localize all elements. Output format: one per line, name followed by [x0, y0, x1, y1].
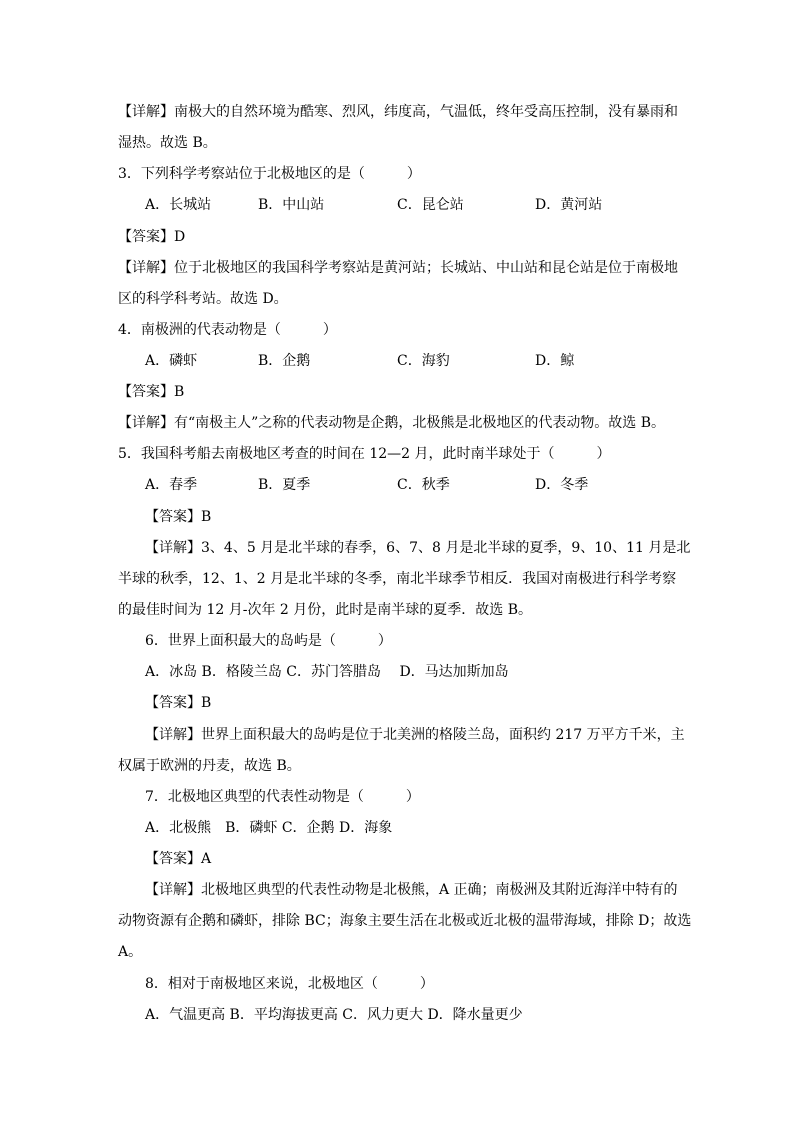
answer-line-text: 【答案】A — [145, 851, 212, 867]
option-b: B．夏季 — [258, 477, 311, 493]
answer-line-text: 【答案】B — [145, 509, 212, 525]
answer-line-text: 【答案】B — [145, 695, 212, 711]
explanation-line-text: 半球的秋季，12、1、2 月是北半球的冬季，南北半球季节相反．我国对南极进行科学考察 — [118, 571, 677, 587]
explanation-line-text: 【详解】有“南极主人”之称的代表动物是企鹅，北极熊是北极地区的代表动物。故选 B。 — [118, 415, 666, 431]
question-6-text: 6．世界上面积最大的岛屿是（ ） — [145, 633, 392, 649]
option-d: D．鲸 — [535, 353, 575, 369]
options-line-text: A．气温更高 B．平均海拔更高 C．风力更大 D．降水量更少 — [145, 1007, 523, 1023]
explanation-line-text: 的最佳时间为 12 月-次年 2 月份，此时是南半球的夏季．故选 B。 — [118, 602, 532, 618]
answer-line-text: 【答案】B — [118, 384, 185, 400]
explanation-line-text: 【详解】3、4、5 月是北半球的春季，6、7、8 月是北半球的夏季，9、10、11 月是北 — [145, 540, 691, 556]
question-7-text: 7．北极地区典型的代表性动物是（ ） — [145, 789, 420, 805]
explanation-line-text: 【详解】世界上面积最大的岛屿是位于北美洲的格陵兰岛，面积约 217 万平方千米，主 — [145, 727, 685, 743]
explanation-line-text: 湿热。故选 B。 — [118, 135, 217, 151]
explanation-line-text: 动物资源有企鹅和磷虾，排除 BC；海象主要生活在北极或近北极的温带海域，排除 D；故选 — [118, 913, 692, 929]
explanation-line-text: 区的科学科考站。故选 D。 — [118, 291, 288, 307]
option-c: C．海豹 — [397, 353, 450, 369]
option-a: A．长城站 — [145, 197, 212, 213]
explanation-line-text: 【详解】北极地区典型的代表性动物是北极熊，A 正确；南极洲及其附近海洋中特有的 — [145, 882, 678, 898]
option-c: C．秋季 — [397, 477, 450, 493]
explanation-line-text: 权属于欧洲的丹麦，故选 B。 — [118, 758, 301, 774]
question-3-text: 3．下列科学考察站位于北极地区的是（ ） — [118, 166, 421, 182]
options-line-text: A．北极熊 B．磷虾 C．企鹅 D．海象 — [145, 820, 393, 836]
option-b: B．企鹅 — [258, 353, 311, 369]
options-line-text: A．冰岛 B．格陵兰岛 C．苏门答腊岛 D．马达加斯加岛 — [145, 664, 509, 680]
option-b: B．中山站 — [258, 197, 325, 213]
option-a: A．磷虾 — [145, 353, 198, 369]
option-a: A．春季 — [145, 477, 198, 493]
option-c: C．昆仑站 — [397, 197, 464, 213]
option-d: D．黄河站 — [535, 197, 603, 213]
option-d: D．冬季 — [535, 477, 589, 493]
question-4-text: 4．南极洲的代表动物是（ ） — [118, 322, 337, 338]
question-5-text: 5．我国科考船去南极地区考查的时间在 12—2 月，此时南半球处于（ ） — [118, 446, 611, 462]
explanation-line-text: 【详解】南极大的自然环境为酷寒、烈风，纬度高，气温低，终年受高压控制，没有暴雨和 — [118, 104, 678, 120]
explanation-line-text: A。 — [118, 944, 143, 960]
answer-line-text: 【答案】D — [118, 229, 186, 245]
question-8-text: 8．相对于南极地区来说，北极地区（ ） — [145, 976, 434, 992]
explanation-line-text: 【详解】位于北极地区的我国科学考察站是黄河站；长城站、中山站和昆仑站是位于南极地 — [118, 260, 678, 276]
